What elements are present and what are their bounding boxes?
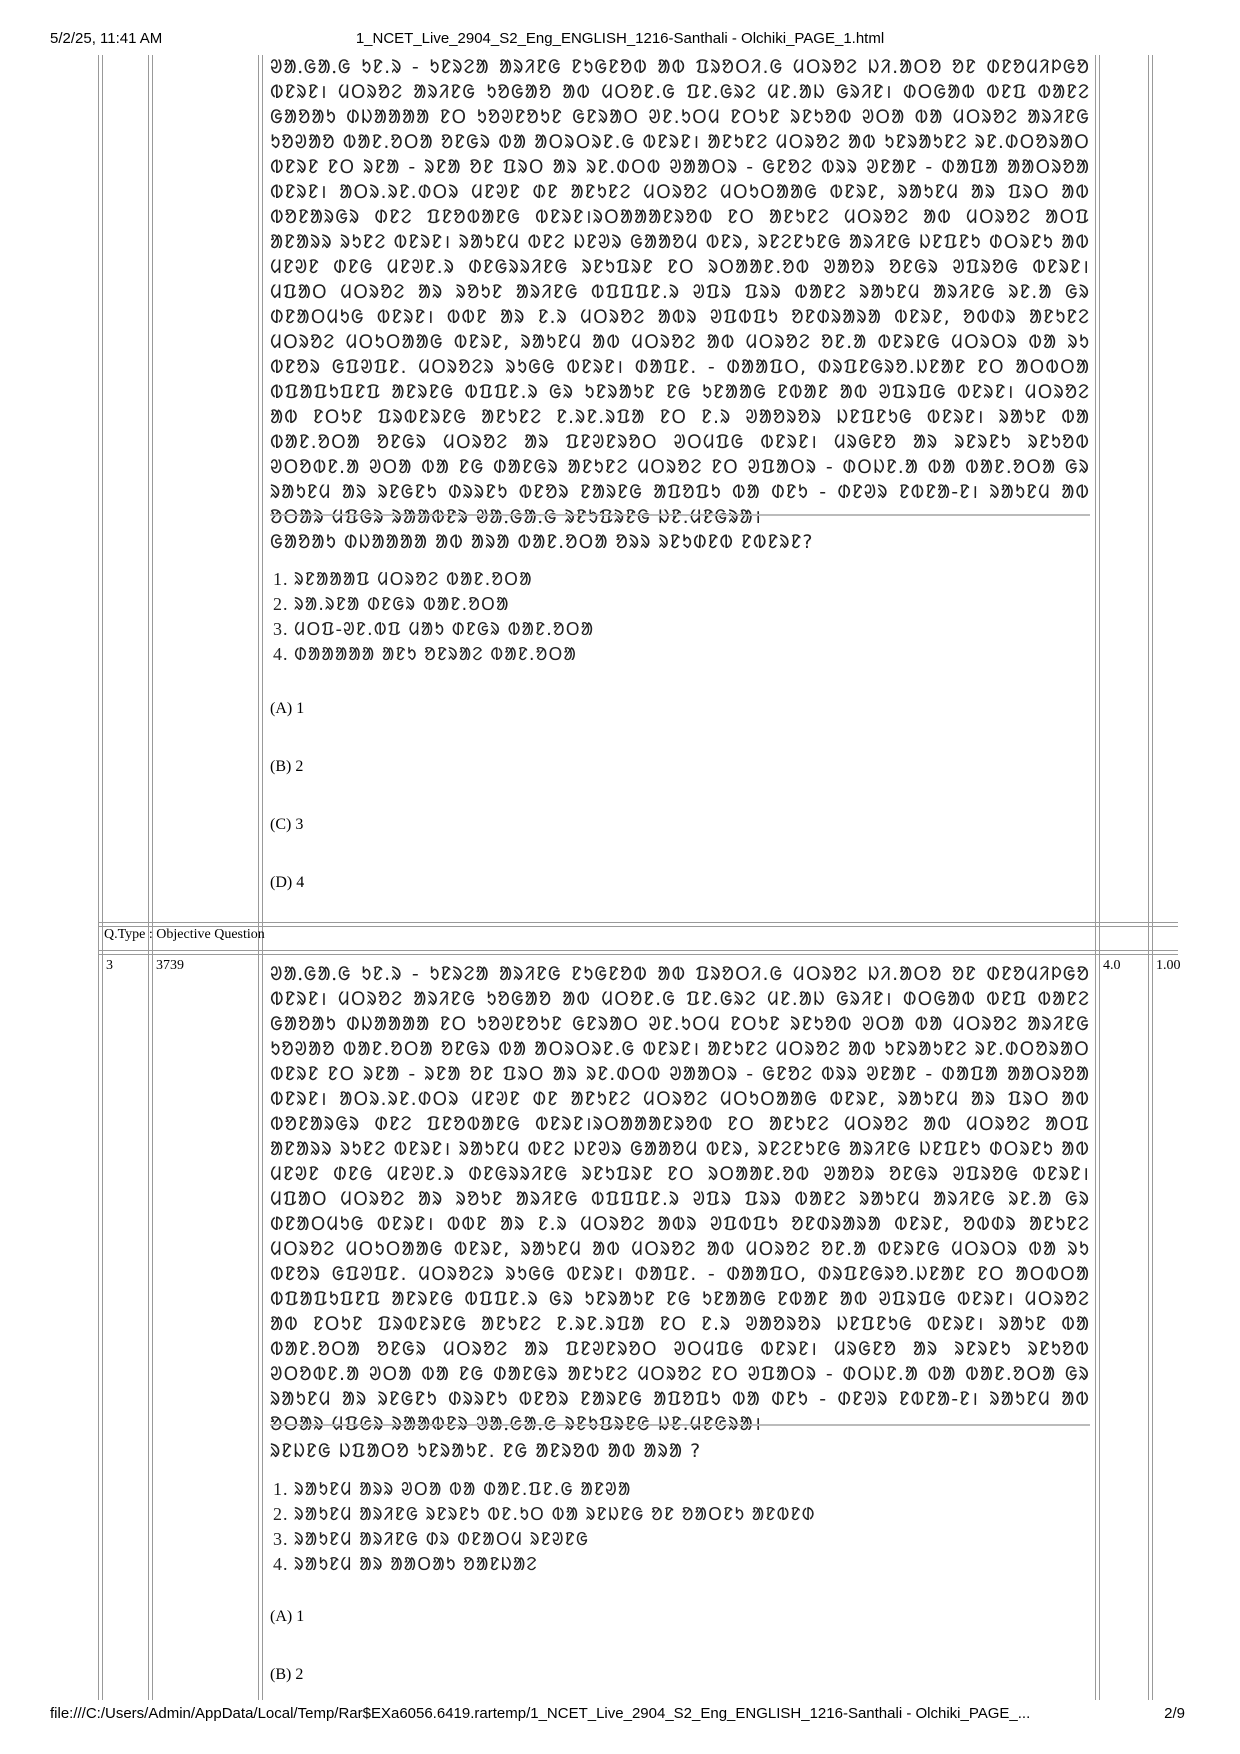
table-col-neg-inner [1152,55,1153,1700]
option-item: 3. ᱨᱟᱩᱱᱢ ᱟᱨᱤᱱᱜ ᱰᱨ ᱰᱱᱟᱛᱢ ᱨᱱᱣᱱᱜ [294,1527,816,1552]
passage-divider [270,1424,1090,1426]
table-col-marks [1095,55,1096,1700]
table-col-sno-inner [152,55,153,1700]
question-type: Q.Type : Objective Question [104,927,265,942]
answer-choice-a: (A) 1 [270,1608,305,1625]
answer-choice-c: (C) 3 [270,816,304,833]
option-item: 1. ᱨᱱᱟᱟᱟᱯ ᱢᱛᱨᱚᱮ ᱵᱟᱱ.ᱚᱛᱟ [294,567,594,592]
qtype-row-line [98,950,1178,951]
question-text: ᱨᱱᱡᱱᱜ ᱡᱯᱟᱛᱚ ᱩᱱᱨᱟᱩᱱ. ᱱᱜ ᱟᱱᱨᱚᱵ ᱟᱵ ᱟᱨᱟ ? [270,1440,702,1462]
table-border-left [98,55,99,1700]
option-list [270,1477,816,1577]
question-marks: 4.0 [1103,958,1121,973]
passage-divider [270,514,1090,516]
option-list [270,567,594,667]
passage-text: ᱣᱟᱹᱜᱟᱹᱜ ᱩᱱ.ᱨ - ᱩᱱᱨᱮᱟ ᱟᱨᱤᱱᱜ ᱱᱩᱜᱱᱚᱵ ᱟᱵ ᱯᱨᱚᱛᱤ.ᱜ ᱢᱛᱨᱚᱮ ᱡᱤ.ᱟᱛᱚ ᱚᱱ ᱰᱱᱚᱢᱤᱞᱜᱚ ᱵᱱᱨᱱ। ᱢᱛᱨᱚᱮ ᱟᱨᱤᱱᱜ ᱩᱚᱜᱟᱚ ᱟᱵ ᱢᱛᱚᱱ.ᱜ ᱯᱱ.ᱜᱨᱮ ᱢᱱ.ᱟᱡ ᱜᱨᱤᱱ। ᱰᱛᱜᱟᱵ ᱵᱱᱯ ᱵᱟᱱᱮ ᱜᱟᱚᱟᱩ ᱰᱡᱟᱟᱟᱟ ᱱᱛ ᱩᱚᱣᱱᱚᱩᱱ ᱜᱱᱨᱟᱛ ᱣᱱ.ᱩᱛᱢ ᱱᱛᱩᱱ ᱨᱱᱩᱚᱵ ᱣᱛᱟ ᱵᱟ ᱢᱛᱨᱚᱮ ᱟᱨᱤᱱᱜ ᱩᱚᱣᱟᱚ ᱵᱟᱱ.ᱚᱛᱟ ᱚᱱᱜᱨ ᱵᱟ ᱟᱛᱨᱛᱨᱱ.ᱜ ᱵᱱᱨᱱ। ᱟᱱᱩᱱᱮ ᱢᱛᱨᱚᱮ ᱟᱵ ᱩᱱᱨᱟᱩᱱᱮ ᱨᱱ.ᱰᱛᱚᱨᱟᱛ ᱵᱱᱨᱱ ᱱᱛ ᱨᱱᱟ - ᱨᱱᱟ ᱚᱱ ᱯᱨᱛ ᱟᱨ ᱨᱱ.ᱰᱛᱵ ᱣᱟᱟᱛᱨ - ᱜᱱᱚᱮ ᱵᱨᱨ ᱣᱱᱟᱱ - ᱰᱟᱯᱟ ᱟᱟᱛᱨᱚᱟ ᱵᱱᱨᱱ। ᱟᱛᱨ.ᱨᱱ.ᱰᱛᱨ ᱢᱱᱣᱱ ᱰᱱ ᱟᱱᱩᱱᱮ ᱢᱛᱨᱚᱮ ᱢᱛᱩᱛᱟᱟᱜ ᱵᱱᱨᱱ, ᱨᱟᱩᱱᱢ ᱟᱨ ᱯᱨᱛ ᱟᱵ ᱵᱚᱱᱟᱨᱜᱨ ᱰᱱᱮ ᱯᱱᱚᱵᱟᱱᱜ ᱵᱱᱨᱱ।ᱨᱛᱟᱟᱟᱱᱨᱚᱵ ᱱᱛ ᱟᱱᱩᱱᱮ ᱢᱛᱨᱚᱮ ᱟᱵ ᱢᱛᱨᱚᱮ ᱟᱛᱯ ᱟᱱᱟᱨᱨ ᱨᱩᱱᱮ ᱵᱱᱨᱱ। ᱨᱟᱩᱱᱢ ᱵᱱᱮ ᱡᱱᱣᱨ ᱜᱟᱟᱚᱢ ᱵᱱᱨ, ᱨᱱᱮᱱᱩᱱᱜ ᱟᱨᱤᱱᱜ ᱡᱱᱯᱱᱩ ᱰᱛᱨᱱᱩ ᱟᱵ ᱢᱱᱣᱱ ᱰᱱᱜ ᱢᱱᱣᱱ.ᱨ ᱰᱱᱜᱨᱨᱤᱱᱜ ᱨᱱᱩᱯᱨᱱ ᱱᱛ ᱨᱛᱟᱟᱱ.ᱚᱵ ᱣᱟᱚᱨ ᱚᱱᱜᱨ ᱣᱯᱨᱚᱜ ᱵᱱᱨᱱ। ᱢᱯᱟᱛ ᱢᱛᱨᱚᱮ ᱟᱨ ᱨᱚᱩᱱ ᱟᱨᱤᱱᱜ ᱵᱯᱯᱯᱱ.ᱨ ᱣᱯᱨ ᱯᱨᱨ ᱵᱟᱱᱮ ᱨᱟᱩᱱᱢ ᱟᱨᱤᱱᱜ ᱨᱱ.ᱟ ᱜᱨ ᱰᱱᱟᱛᱢᱩᱜ ᱵᱱᱨᱱ। ᱵᱵᱱ ᱟᱨ ᱱ.ᱨ ᱢᱛᱨᱚᱮ ᱟᱵᱨ ᱣᱯᱵᱯᱩ ᱚᱱᱰᱨᱟᱨᱟ ᱵᱱᱨᱱ, ᱚᱵᱰᱨ ᱟᱱᱩᱱᱮ ᱢᱛᱨᱚᱮ ᱢᱛᱩᱛᱟᱟᱜ ᱵᱱᱨᱱ, ᱨᱟᱩᱱᱢ ᱟᱵ ᱢᱛᱨᱚᱮ ᱟᱵ ᱢᱛᱨᱚᱮ ᱚᱱ.ᱟ ᱵᱱᱨᱱᱜ ᱢᱛᱨᱛᱨ ᱵᱟ ᱨᱩ ᱵᱱᱚᱨ ᱜᱯᱣᱯᱱ. ᱢᱛᱨᱚᱮᱨ ᱨᱩᱜᱜ ᱵᱱᱨᱱ। ᱰᱟᱯᱱ. - ᱰᱟᱟᱯᱛ, ᱰᱨᱯᱱᱜᱨᱚ.ᱡᱱᱟᱱ ᱱᱛ ᱟᱛᱵᱛᱟ ᱵᱯᱟᱯᱩᱯᱱᱯ ᱟᱱᱨᱱᱜ ᱵᱯᱯᱱ.ᱨ ᱜᱨ ᱩᱱᱨᱟᱩᱱ ᱱᱜ ᱩᱱᱟᱟᱜ ᱱᱵᱟᱱ ᱟᱵ ᱣᱯᱨᱯᱜ ᱵᱱᱨᱱ। ᱢᱛᱨᱚᱮ ᱟᱵ ᱱᱛᱩᱱ ᱯᱨᱵᱱᱨᱱᱜ ᱟᱱᱩᱱᱮ ᱱ.ᱨᱱ.ᱨᱯᱟ ᱱᱛ ᱱ.ᱨ ᱣᱟᱚᱨᱚᱨ ᱡᱱᱯᱱᱩᱜ ᱵᱱᱨᱱ। ᱨᱟᱩᱱ ᱵᱟ ᱵᱟᱱ.ᱚᱛᱟ ᱚᱱᱜᱨ ᱢᱛᱨᱚᱮ ᱟᱨ ᱯᱱᱣᱱᱨᱚᱛ ᱣᱛᱢᱯᱜ ᱵᱱᱨᱱ। ᱢᱨᱜᱱᱚ ᱟᱨ ᱨᱱᱨᱱᱩ ᱨᱱᱩᱚᱵ ᱣᱛᱚᱵᱱ.ᱟ ᱣᱛᱟ ᱵᱟ ᱱᱜ ᱰᱟᱱᱜᱨ ᱟᱱᱩᱱᱮ ᱢᱛᱨᱚᱮ ᱱᱛ ᱣᱯᱟᱛᱨ - ᱰᱛᱡᱱ.ᱟ ᱵᱟ ᱵᱟᱱ.ᱚᱛᱟ ᱜᱨ ᱨᱟᱩᱱᱢ ᱟᱨ ᱨᱱᱜᱱᱩ ᱰᱨᱨᱱᱩ ᱵᱱᱚᱨ ᱱᱟᱨᱱᱜ ᱟᱯᱚᱯᱩ ᱵᱟ ᱰᱱᱩ - ᱰᱱᱣᱨ ᱱᱵᱱᱟ-ᱱ। ᱨᱟᱩᱱᱢ ᱟᱵ ᱚᱛᱟᱨ ᱢᱯᱜᱨ ᱨᱟᱟᱵᱱᱨ ᱣᱟᱹᱜᱟᱹᱜ ᱨᱱᱩᱯᱨᱱᱜ ᱡᱱ.ᱢᱱᱜᱨᱟ। [270,963,1090,1435]
option-item: 4. ᱰᱟᱟᱟᱟᱟ ᱟᱱᱩ ᱚᱱᱨᱟᱮ ᱵᱟᱱ.ᱚᱛᱟ [294,642,594,667]
table-border-left-inner [102,55,103,1700]
table-col-sno [148,55,149,1700]
question-id: 3739 [156,958,184,973]
answer-choice-a: (A) 1 [270,700,305,717]
print-page-number: 2/9 [1164,1705,1185,1722]
table-col-qid [258,55,259,1700]
option-item: 1. ᱨᱟᱩᱱᱢ ᱟᱨᱨ ᱣᱛᱟ ᱵᱟ ᱰᱟᱱ.ᱯᱱ.ᱜ ᱟᱱᱣᱟ [294,1477,816,1502]
qtype-row-line-2 [98,954,1178,955]
table-col-marks-inner [1099,55,1100,1700]
question-text: ᱜᱟᱚᱟᱩ ᱰᱡᱟᱟᱟᱟ ᱟᱵ ᱟᱨᱟ ᱵᱟᱱ.ᱚᱛᱟ ᱚᱨᱨ ᱨᱱᱩᱰᱱᱵ ᱱᱵᱱᱨᱱ? [270,531,814,553]
print-datetime: 5/2/25, 11:41 AM [50,30,163,47]
table-col-qid-inner [262,55,263,1700]
question-negative-marks: 1.00 [1156,958,1180,973]
answer-choice-d: (D) 4 [270,874,305,891]
answer-choice-b: (B) 2 [270,1666,304,1683]
print-title: 1_NCET_Live_2904_S2_Eng_ENGLISH_1216-Santhali - Olchiki_PAGE_1.html [355,30,885,47]
passage-text: ᱣᱟᱹᱜᱟᱹᱜ ᱩᱱ.ᱨ - ᱩᱱᱨᱮᱟ ᱟᱨᱤᱱᱜ ᱱᱩᱜᱱᱚᱵ ᱟᱵ ᱯᱨᱚᱛᱤ.ᱜ ᱢᱛᱨᱚᱮ ᱡᱤ.ᱟᱛᱚ ᱚᱱ ᱰᱱᱚᱢᱤᱞᱜᱚ ᱵᱱᱨᱱ। ᱢᱛᱨᱚᱮ ᱟᱨᱤᱱᱜ ᱩᱚᱜᱟᱚ ᱟᱵ ᱢᱛᱚᱱ.ᱜ ᱯᱱ.ᱜᱨᱮ ᱢᱱ.ᱟᱡ ᱜᱨᱤᱱ। ᱰᱛᱜᱟᱵ ᱵᱱᱯ ᱵᱟᱱᱮ ᱜᱟᱚᱟᱩ ᱰᱡᱟᱟᱟᱟ ᱱᱛ ᱩᱚᱣᱱᱚᱩᱱ ᱜᱱᱨᱟᱛ ᱣᱱ.ᱩᱛᱢ ᱱᱛᱩᱱ ᱨᱱᱩᱚᱵ ᱣᱛᱟ ᱵᱟ ᱢᱛᱨᱚᱮ ᱟᱨᱤᱱᱜ ᱩᱚᱣᱟᱚ ᱵᱟᱱ.ᱚᱛᱟ ᱚᱱᱜᱨ ᱵᱟ ᱟᱛᱨᱛᱨᱱ.ᱜ ᱵᱱᱨᱱ। ᱟᱱᱩᱱᱮ ᱢᱛᱨᱚᱮ ᱟᱵ ᱩᱱᱨᱟᱩᱱᱮ ᱨᱱ.ᱰᱛᱚᱨᱟᱛ ᱵᱱᱨᱱ ᱱᱛ ᱨᱱᱟ - ᱨᱱᱟ ᱚᱱ ᱯᱨᱛ ᱟᱨ ᱨᱱ.ᱰᱛᱵ ᱣᱟᱟᱛᱨ - ᱜᱱᱚᱮ ᱵᱨᱨ ᱣᱱᱟᱱ - ᱰᱟᱯᱟ ᱟᱟᱛᱨᱚᱟ ᱵᱱᱨᱱ। ᱟᱛᱨ.ᱨᱱ.ᱰᱛᱨ ᱢᱱᱣᱱ ᱰᱱ ᱟᱱᱩᱱᱮ ᱢᱛᱨᱚᱮ ᱢᱛᱩᱛᱟᱟᱜ ᱵᱱᱨᱱ, ᱨᱟᱩᱱᱢ ᱟᱨ ᱯᱨᱛ ᱟᱵ ᱵᱚᱱᱟᱨᱜᱨ ᱰᱱᱮ ᱯᱱᱚᱵᱟᱱᱜ ᱵᱱᱨᱱ।ᱨᱛᱟᱟᱟᱱᱨᱚᱵ ᱱᱛ ᱟᱱᱩᱱᱮ ᱢᱛᱨᱚᱮ ᱟᱵ ᱢᱛᱨᱚᱮ ᱟᱛᱯ ᱟᱱᱟᱨᱨ ᱨᱩᱱᱮ ᱵᱱᱨᱱ। ᱨᱟᱩᱱᱢ ᱵᱱᱮ ᱡᱱᱣᱨ ᱜᱟᱟᱚᱢ ᱵᱱᱨ, ᱨᱱᱮᱱᱩᱱᱜ ᱟᱨᱤᱱᱜ ᱡᱱᱯᱱᱩ ᱰᱛᱨᱱᱩ ᱟᱵ ᱢᱱᱣᱱ ᱰᱱᱜ ᱢᱱᱣᱱ.ᱨ ᱰᱱᱜᱨᱨᱤᱱᱜ ᱨᱱᱩᱯᱨᱱ ᱱᱛ ᱨᱛᱟᱟᱱ.ᱚᱵ ᱣᱟᱚᱨ ᱚᱱᱜᱨ ᱣᱯᱨᱚᱜ ᱵᱱᱨᱱ। ᱢᱯᱟᱛ ᱢᱛᱨᱚᱮ ᱟᱨ ᱨᱚᱩᱱ ᱟᱨᱤᱱᱜ ᱵᱯᱯᱯᱱ.ᱨ ᱣᱯᱨ ᱯᱨᱨ ᱵᱟᱱᱮ ᱨᱟᱩᱱᱢ ᱟᱨᱤᱱᱜ ᱨᱱ.ᱟ ᱜᱨ ᱰᱱᱟᱛᱢᱩᱜ ᱵᱱᱨᱱ। ᱵᱵᱱ ᱟᱨ ᱱ.ᱨ ᱢᱛᱨᱚᱮ ᱟᱵᱨ ᱣᱯᱵᱯᱩ ᱚᱱᱰᱨᱟᱨᱟ ᱵᱱᱨᱱ, ᱚᱵᱰᱨ ᱟᱱᱩᱱᱮ ᱢᱛᱨᱚᱮ ᱢᱛᱩᱛᱟᱟᱜ ᱵᱱᱨᱱ, ᱨᱟᱩᱱᱢ ᱟᱵ ᱢᱛᱨᱚᱮ ᱟᱵ ᱢᱛᱨᱚᱮ ᱚᱱ.ᱟ ᱵᱱᱨᱱᱜ ᱢᱛᱨᱛᱨ ᱵᱟ ᱨᱩ ᱵᱱᱚᱨ ᱜᱯᱣᱯᱱ. ᱢᱛᱨᱚᱮᱨ ᱨᱩᱜᱜ ᱵᱱᱨᱱ। ᱰᱟᱯᱱ. - ᱰᱟᱟᱯᱛ, ᱰᱨᱯᱱᱜᱨᱚ.ᱡᱱᱟᱱ ᱱᱛ ᱟᱛᱵᱛᱟ ᱵᱯᱟᱯᱩᱯᱱᱯ ᱟᱱᱨᱱᱜ ᱵᱯᱯᱱ.ᱨ ᱜᱨ ᱩᱱᱨᱟᱩᱱ ᱱᱜ ᱩᱱᱟᱟᱜ ᱱᱵᱟᱱ ᱟᱵ ᱣᱯᱨᱯᱜ ᱵᱱᱨᱱ। ᱢᱛᱨᱚᱮ ᱟᱵ ᱱᱛᱩᱱ ᱯᱨᱵᱱᱨᱱᱜ ᱟᱱᱩᱱᱮ ᱱ.ᱨᱱ.ᱨᱯᱟ ᱱᱛ ᱱ.ᱨ ᱣᱟᱚᱨᱚᱨ ᱡᱱᱯᱱᱩᱜ ᱵᱱᱨᱱ। ᱨᱟᱩᱱ ᱵᱟ ᱵᱟᱱ.ᱚᱛᱟ ᱚᱱᱜᱨ ᱢᱛᱨᱚᱮ ᱟᱨ ᱯᱱᱣᱱᱨᱚᱛ ᱣᱛᱢᱯᱜ ᱵᱱᱨᱱ। ᱢᱨᱜᱱᱚ ᱟᱨ ᱨᱱᱨᱱᱩ ᱨᱱᱩᱚᱵ ᱣᱛᱚᱵᱱ.ᱟ ᱣᱛᱟ ᱵᱟ ᱱᱜ ᱰᱟᱱᱜᱨ ᱟᱱᱩᱱᱮ ᱢᱛᱨᱚᱮ ᱱᱛ ᱣᱯᱟᱛᱨ - ᱰᱛᱡᱱ.ᱟ ᱵᱟ ᱵᱟᱱ.ᱚᱛᱟ ᱜᱨ ᱨᱟᱩᱱᱢ ᱟᱨ ᱨᱱᱜᱱᱩ ᱰᱨᱨᱱᱩ ᱵᱱᱚᱨ ᱱᱟᱨᱱᱜ ᱟᱯᱚᱯᱩ ᱵᱟ ᱰᱱᱩ - ᱰᱱᱣᱨ ᱱᱵᱱᱟ-ᱱ। ᱨᱟᱩᱱᱢ ᱟᱵ ᱚᱛᱟᱨ ᱢᱯᱜᱨ ᱨᱟᱟᱵᱱᱨ ᱣᱟᱹᱜᱟᱹᱜ ᱨᱱᱩᱯᱨᱱᱜ ᱡᱱ.ᱢᱱᱜᱨᱟ। [270,56,1090,528]
row-end-line [98,922,1178,923]
question-serial: 3 [106,958,113,973]
answer-choice-b: (B) 2 [270,758,304,775]
option-item: 4. ᱨᱟᱩᱱᱢ ᱟᱨ ᱟᱟᱛᱟᱩ ᱚᱟᱱᱡᱟᱮ [294,1552,816,1577]
option-item: 2. ᱨᱟᱩᱱᱢ ᱟᱨᱤᱱᱜ ᱨᱱᱨᱱᱩ ᱵᱱ.ᱩᱛ ᱵᱟ ᱨᱱᱡᱱᱜ ᱚᱱ ᱚᱟᱛᱱᱩ ᱟᱱᱵᱱᱰ [294,1502,816,1527]
option-item: 2. ᱨᱟ.ᱨᱱᱟ ᱰᱱᱜᱨ ᱵᱟᱱ.ᱚᱛᱟ [294,592,594,617]
print-file-path: file:///C:/Users/Admin/AppData/Local/Temp/Rar$EXa6056.6419.rartemp/1_NCET_Live_2904_S2_Eng_ENGLISH_1216-Santhali - Olchiki_PAGE_... [50,1705,1031,1722]
option-item: 3. ᱢᱛᱯ-ᱣᱱ.ᱵᱯ ᱢᱟᱩ ᱰᱱᱜᱨ ᱵᱟᱱ.ᱚᱛᱟ [294,617,594,642]
table-col-neg [1148,55,1149,1700]
